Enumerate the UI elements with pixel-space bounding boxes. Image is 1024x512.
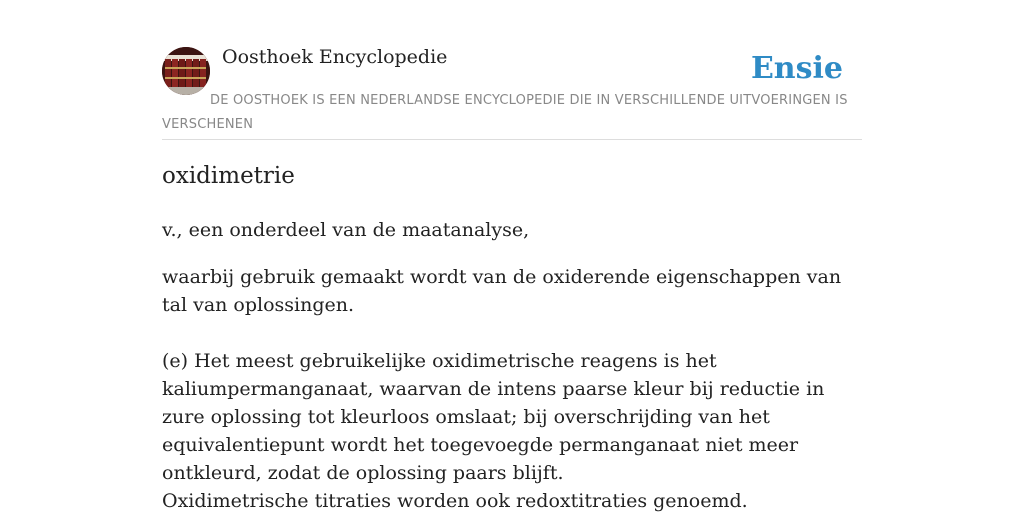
page-container (162, 0, 862, 512)
entry-paragraph: waarbij gebruik gemaakt wordt van de oxiderende eigenschappen van tal van oplossingen. (162, 266, 842, 316)
encyclopedia-books-icon[interactable] (162, 47, 210, 95)
entry-paragraph: Oxidimetrische titraties worden ook redoxtitraties genoemd. (162, 490, 748, 512)
brand-logo[interactable]: Ensie (750, 51, 843, 86)
entry-title: oxidimetrie (162, 163, 295, 189)
site-tagline: DE OOSTHOEK IS EEN NEDERLANDSE ENCYCLOPEDIE DIE IN VERSCHILLENDE UITVOERINGEN IS VERSCHENEN (162, 93, 848, 132)
site-name[interactable]: Oosthoek Encyclopedie (222, 46, 448, 68)
entry-paragraph: (e) Het meest gebruikelijke oxidimetrische reagens is het kaliumpermanganaat, waarvan de intens paarse kleur bij reductie in zure oplossing tot kleurloos omslaat; bij overschrijding van het equivalentiepunt wordt het toegevoegde permanganaat niet meer ontkleurd, zodat de oplossing paars blijft. (162, 350, 825, 484)
site-header (162, 0, 862, 140)
entry-paragraph: v., een onderdeel van de maatanalyse, (162, 219, 530, 241)
